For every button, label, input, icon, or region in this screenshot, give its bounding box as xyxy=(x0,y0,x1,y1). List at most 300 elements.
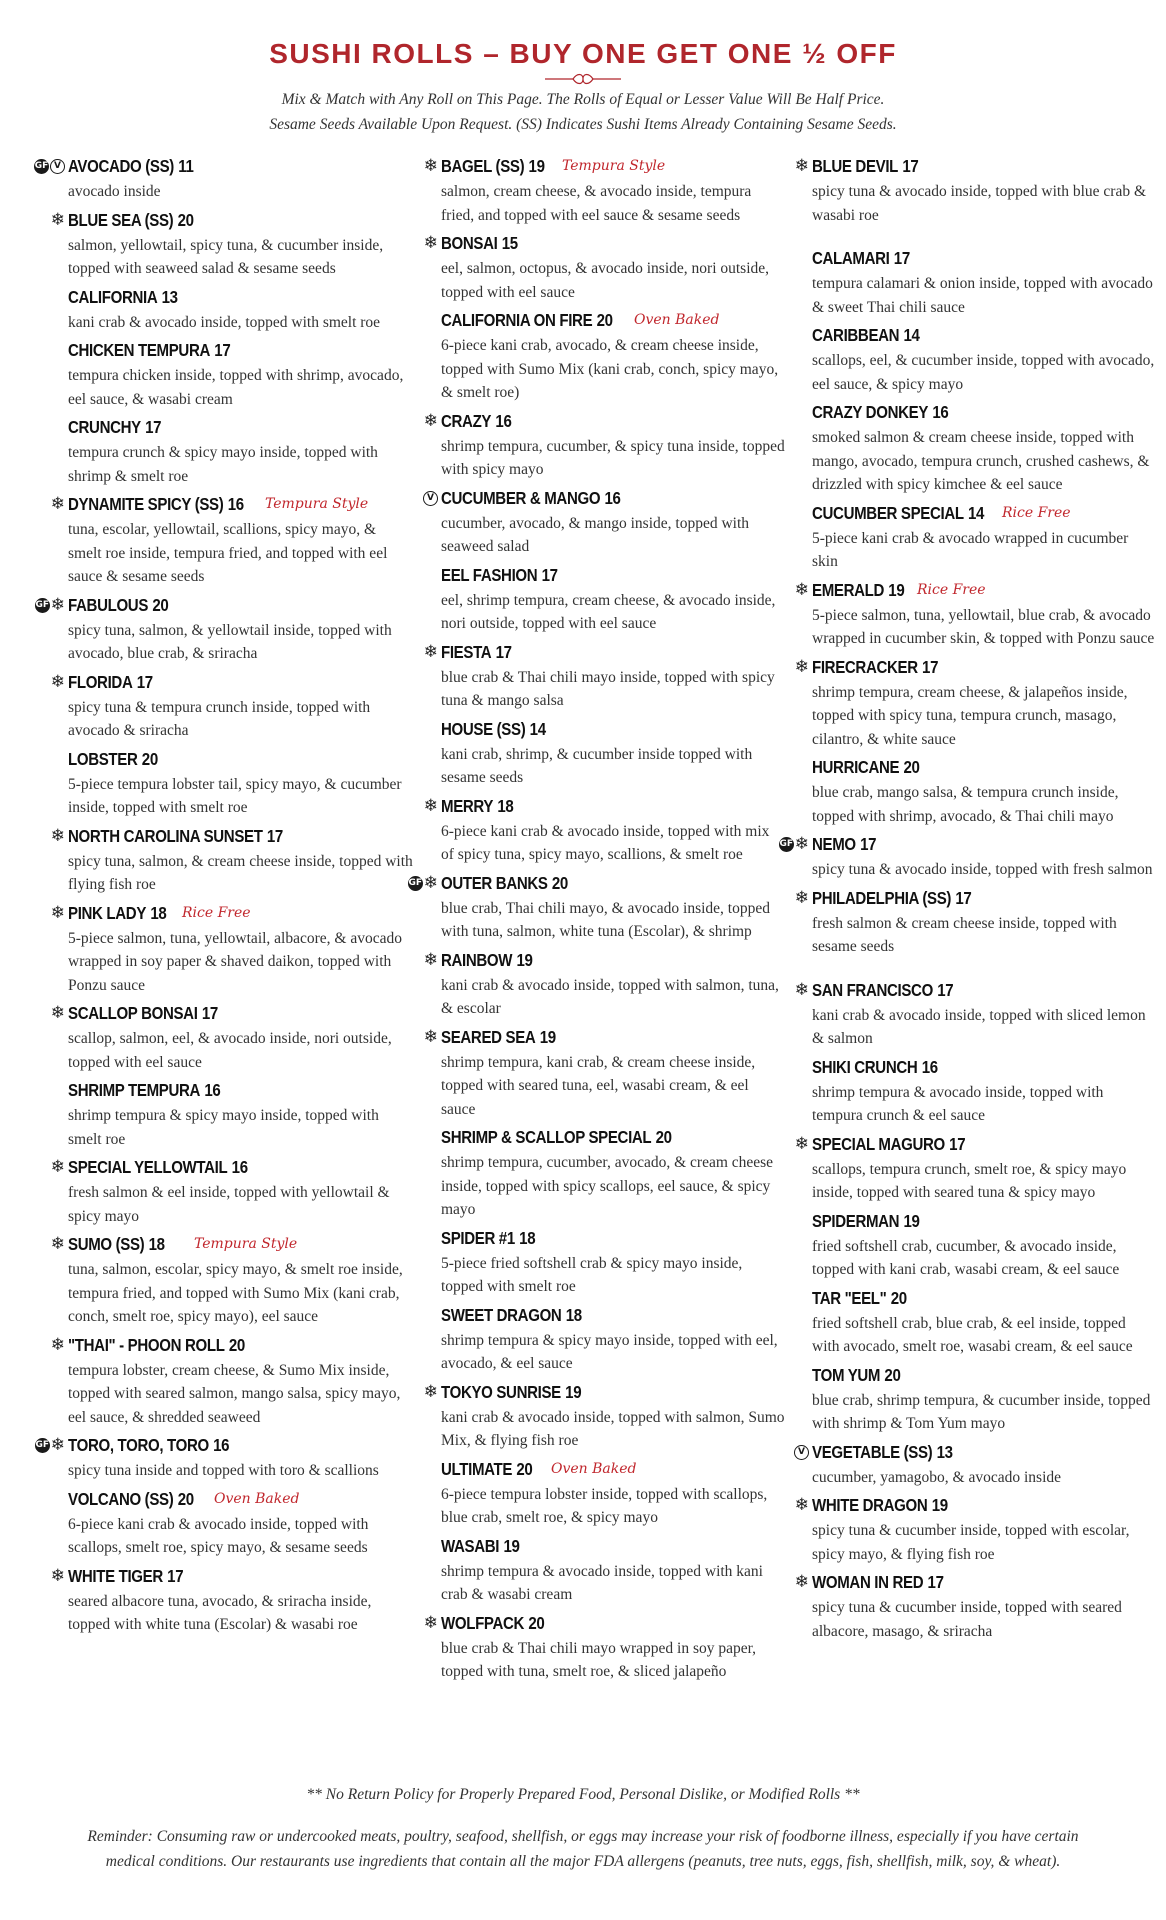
menu-item xyxy=(68,1486,413,1560)
menu-item-header xyxy=(50,823,413,850)
menu-item-price: 19 xyxy=(528,156,545,176)
sesame-icon: ❄ xyxy=(50,1157,65,1177)
menu-item-description: cucumber, avocado, & mango inside, topped with seaweed salad xyxy=(441,514,750,555)
menu-item xyxy=(812,500,1157,574)
menu-item-header xyxy=(794,1131,1157,1158)
vegetarian-icon: V xyxy=(50,159,65,174)
menu-item-header xyxy=(441,307,786,334)
menu-item-name: CALIFORNIA xyxy=(68,286,158,307)
menu-item-header xyxy=(812,1054,1157,1081)
menu-item-price: 17 xyxy=(266,825,283,846)
menu-item xyxy=(812,399,1157,497)
menu-item xyxy=(812,754,1157,828)
menu-item xyxy=(408,870,786,944)
menu-item-header xyxy=(441,716,786,743)
menu-item xyxy=(423,639,786,713)
menu-item-title xyxy=(68,1077,220,1104)
menu-item-price: 19 xyxy=(903,1210,920,1231)
menu-item-name: WHITE TIGER xyxy=(68,1565,163,1586)
menu-item xyxy=(794,885,1157,959)
menu-item-header xyxy=(812,322,1157,349)
menu-item-price: 20 xyxy=(516,1458,533,1479)
sesame-icon: ❄ xyxy=(423,872,438,893)
menu-item-price: 20 xyxy=(141,748,158,769)
menu-item-price: 17 xyxy=(167,1565,184,1586)
menu-item-header xyxy=(423,1024,786,1051)
menu-item xyxy=(423,947,786,1021)
menu-item-title xyxy=(441,1610,544,1637)
sesame-icon: ❄ xyxy=(50,825,65,846)
menu-item-style-tag: Tempura Style xyxy=(265,496,369,512)
menu-item-name: WOLFPACK xyxy=(441,1612,525,1633)
menu-item-title xyxy=(68,1563,183,1590)
menu-item-title xyxy=(441,1024,556,1051)
menu-item-header xyxy=(50,1154,413,1181)
menu-item xyxy=(441,1124,786,1222)
menu-item-price: 20 xyxy=(177,209,194,230)
menu-item-description: shrimp tempura & spicy mayo inside, topped with smelt roe xyxy=(68,1107,379,1148)
promo-terms: Mix & Match with Any Roll on This Page. The Rolls of Equal or Lesser Value Will Be Half Price. xyxy=(281,91,885,108)
menu-item-header xyxy=(50,900,413,927)
menu-item xyxy=(794,1131,1157,1205)
menu-item-title xyxy=(68,1486,194,1513)
menu-item-description: eel, shrimp tempura, cream cheese, & avocado inside, nori outside, topped with eel sauce xyxy=(441,591,776,632)
menu-item-header xyxy=(441,1302,786,1329)
menu-item-header xyxy=(794,577,1157,604)
menu-item-title xyxy=(812,885,971,912)
sesame-icon: ❄ xyxy=(50,1435,65,1455)
menu-item-description: kani crab & avocado inside, topped with salmon, Sumo Mix, & flying fish roe xyxy=(441,1408,785,1449)
menu-item xyxy=(50,1563,413,1637)
vegetarian-icon: V xyxy=(423,491,438,506)
menu-item xyxy=(812,1054,1157,1128)
menu-item-price: 16 xyxy=(921,1056,938,1077)
menu-item-description: spicy tuna & cucumber inside, topped with seared albacore, masago, & sriracha xyxy=(812,1599,1122,1640)
menu-item-header xyxy=(68,414,413,441)
menu-item-title xyxy=(441,153,545,180)
diet-icons xyxy=(51,207,68,234)
menu-item-header xyxy=(68,746,413,773)
menu-item-header xyxy=(68,1077,413,1104)
menu-item-description: blue crab, mango salsa, & tempura crunch inside, topped with shrimp, avocado, & Thai chili mayo xyxy=(812,784,1119,825)
menu-item-name: DYNAMITE SPICY (SS) xyxy=(68,494,224,514)
menu-item-header xyxy=(441,1456,786,1483)
menu-item-description: 5-piece fried softshell crab & spicy mayo inside, topped with smelt roe xyxy=(441,1254,743,1295)
sesame-icon: ❄ xyxy=(794,1572,809,1592)
menu-item-name: TAR "EEL" xyxy=(812,1287,887,1308)
diet-icons xyxy=(51,1000,68,1027)
menu-item-price: 17 xyxy=(495,641,512,662)
menu-item xyxy=(423,793,786,867)
menu-item-title xyxy=(68,491,244,518)
sesame-icon: ❄ xyxy=(423,1026,438,1047)
menu-item-price: 17 xyxy=(949,1133,966,1154)
sesame-icon: ❄ xyxy=(50,209,65,230)
menu-item-header xyxy=(812,399,1157,426)
menu-item-name: CALAMARI xyxy=(812,248,890,268)
menu-item-price: 20 xyxy=(551,872,568,893)
menu-item-price: 14 xyxy=(903,325,920,345)
menu-item-price: 20 xyxy=(884,1364,901,1385)
diet-icons xyxy=(424,1610,441,1637)
menu-item-name: LOBSTER xyxy=(68,748,138,769)
menu-item-header xyxy=(68,337,413,364)
menu-item-price: 16 xyxy=(231,1157,248,1177)
menu-item-description: 5-piece tempura lobster tail, spicy mayo, & cucumber inside, topped with smelt roe xyxy=(68,775,402,816)
sesame-icon: ❄ xyxy=(794,1133,809,1154)
menu-item-title xyxy=(812,1362,900,1389)
sesame-icon: ❄ xyxy=(50,594,65,615)
diet-icons xyxy=(51,823,68,850)
sesame-icon: ❄ xyxy=(423,949,438,970)
menu-item-header xyxy=(423,1379,786,1406)
menu-item-name: HOUSE (SS) xyxy=(441,718,526,739)
menu-item-price: 17 xyxy=(927,1572,944,1592)
menu-item-title xyxy=(68,823,283,850)
diet-icons xyxy=(795,1131,812,1158)
menu-item xyxy=(68,1077,413,1151)
menu-item-title xyxy=(68,1432,229,1459)
menu-item-description: kani crab & avocado inside, topped with smelt roe xyxy=(68,313,381,331)
menu-item-header xyxy=(34,153,413,180)
menu-item-description: scallop, salmon, eel, & avocado inside, nori outside, topped with eel sauce xyxy=(68,1030,392,1071)
menu-item-style-tag: Oven Baked xyxy=(634,312,720,328)
menu-item-title xyxy=(68,284,178,311)
menu-item-title xyxy=(812,399,948,426)
diet-icons xyxy=(408,870,441,897)
menu-item-price: 20 xyxy=(596,310,613,330)
menu-item-name: BAGEL (SS) xyxy=(441,156,525,176)
menu-item-name: SCALLOP BONSAI xyxy=(68,1003,198,1023)
menu-item-header xyxy=(423,639,786,666)
menu-item-price: 20 xyxy=(228,1334,245,1355)
menu-column-1 xyxy=(34,153,413,1640)
menu-item-title xyxy=(68,337,230,364)
menu-item-name: SHRIMP & SCALLOP SPECIAL xyxy=(441,1127,652,1147)
sesame-icon: ❄ xyxy=(423,233,438,253)
menu-item-price: 17 xyxy=(937,979,954,1000)
sesame-icon: ❄ xyxy=(423,641,438,662)
menu-item-name: CRUNCHY xyxy=(68,417,141,437)
sesame-icon: ❄ xyxy=(50,671,65,692)
menu-item-name: AVOCADO (SS) xyxy=(68,156,174,176)
menu-item-description: shrimp tempura & spicy mayo inside, topped with eel, avocado, & eel sauce xyxy=(441,1331,778,1372)
menu-item-price: 18 xyxy=(497,795,514,816)
menu-item-title xyxy=(68,207,194,234)
menu-item xyxy=(50,1154,413,1228)
diet-icons xyxy=(424,639,441,666)
menu-item-description: shrimp tempura & avocado inside, topped with kani crab & wasabi cream xyxy=(441,1562,763,1603)
sesame-icon: ❄ xyxy=(50,902,65,923)
menu-item-description: spicy tuna, salmon, & yellowtail inside, topped with avocado, blue crab, & sriracha xyxy=(68,621,392,662)
menu-item-title xyxy=(812,1439,953,1466)
menu-item xyxy=(794,153,1157,227)
menu-item-price: 20 xyxy=(528,1612,545,1633)
diet-icons xyxy=(795,153,812,180)
menu-item-description: salmon, cream cheese, & avocado inside, tempura fried, and topped with eel sauce & sesame seeds xyxy=(441,183,752,224)
allergen-reminder: Reminder: Consuming raw or undercooked meats, poultry, seafood, shellfish, or eggs may increase your risk of foodborne illness, especially if you have certain medical conditions. Our restaurants use ingredients that contain all the major FDA allergens (peanuts, tree nuts, eggs, fish, shellfish, milk, soy, & wheat). xyxy=(87,1828,1079,1870)
diet-icons xyxy=(51,1231,68,1258)
menu-item xyxy=(50,900,413,998)
diet-icons xyxy=(35,1432,68,1459)
menu-item-description: 6-piece kani crab, avocado, & cream cheese inside, topped with Sumo Mix (kani crab, conch, spicy mayo, & smelt roe) xyxy=(441,337,779,401)
menu-item-title xyxy=(68,1000,218,1027)
menu-item-price: 17 xyxy=(893,248,910,268)
sesame-icon: ❄ xyxy=(50,1565,65,1586)
sesame-icon: ❄ xyxy=(794,156,809,176)
menu-item-style-tag: Rice Free xyxy=(182,904,251,921)
menu-item-header xyxy=(812,1285,1157,1312)
menu-item-header xyxy=(812,500,1157,527)
menu-item-title xyxy=(441,716,546,743)
menu-item-price: 19 xyxy=(539,1026,556,1047)
menu-item xyxy=(423,1610,786,1684)
menu-item-price: 20 xyxy=(890,1287,907,1308)
menu-item xyxy=(427,485,786,559)
menu-item-header xyxy=(50,669,413,696)
menu-item-price: 17 xyxy=(201,1003,218,1023)
menu-item-name: WOMAN IN RED xyxy=(812,1572,924,1592)
menu-item xyxy=(423,153,786,227)
diet-icons xyxy=(795,885,812,912)
menu-item-name: SUMO (SS) xyxy=(68,1234,145,1254)
menu-item-description: shrimp tempura & avocado inside, topped with tempura crunch & eel sauce xyxy=(812,1083,1104,1124)
menu-item-header xyxy=(441,1124,786,1151)
menu-item-price: 11 xyxy=(178,156,194,176)
diet-icons xyxy=(51,669,68,696)
menu-item-description: spicy tuna & tempura crunch inside, topped with avocado & sriracha xyxy=(68,698,371,739)
menu-item-name: SPECIAL YELLOWTAIL xyxy=(68,1157,228,1177)
menu-item-description: tempura crunch & spicy mayo inside, topped with shrimp & smelt roe xyxy=(68,444,378,485)
menu-item xyxy=(441,1225,786,1299)
menu-item-name: MERRY xyxy=(441,795,494,816)
menu-item-price: 19 xyxy=(931,1495,948,1515)
menu-item-description: blue crab, shrimp tempura, & cucumber inside, topped with shrimp & Tom Yum mayo xyxy=(812,1391,1151,1432)
menu-item-price: 18 xyxy=(150,902,167,923)
menu-item-price: 20 xyxy=(903,757,920,777)
menu-item-description: 6-piece tempura lobster inside, topped with scallops, blue crab, smelt roe, & spicy mayo xyxy=(441,1485,768,1526)
sesame-icon: ❄ xyxy=(423,1612,438,1633)
gluten-free-icon: GF xyxy=(35,598,50,613)
diet-icons xyxy=(424,230,441,257)
menu-item-price: 18 xyxy=(519,1227,536,1248)
menu-item-header xyxy=(423,230,786,257)
menu-item-price: 13 xyxy=(936,1441,953,1462)
menu-item-title xyxy=(812,500,984,527)
menu-item-name: "THAI" - PHOON ROLL xyxy=(68,1334,225,1355)
menu-item-title xyxy=(441,408,511,435)
sesame-icon: ❄ xyxy=(423,1381,438,1402)
menu-item-description: spicy tuna inside and topped with toro & scallions xyxy=(68,1462,379,1479)
menu-item-price: 16 xyxy=(213,1435,230,1455)
menu-item-header xyxy=(794,1569,1157,1596)
menu-item-name: BONSAI xyxy=(441,233,498,253)
menu-item-description: spicy tuna & avocado inside, topped with fresh salmon xyxy=(812,861,1153,878)
menu-item-header xyxy=(68,284,413,311)
menu-item-description: eel, salmon, octopus, & avocado inside, nori outside, topped with eel sauce xyxy=(441,260,770,301)
menu-item-header xyxy=(423,793,786,820)
menu-item-header xyxy=(423,153,786,180)
menu-item-description: kani crab & avocado inside, topped with salmon, tuna, & escolar xyxy=(441,976,779,1017)
sesame-icon: ❄ xyxy=(50,1234,65,1254)
menu-item-price: 17 xyxy=(541,564,558,585)
menu-item-name: VEGETABLE (SS) xyxy=(812,1441,933,1462)
menu-item-title xyxy=(68,900,166,927)
menu-item-description: kani crab & avocado inside, topped with sliced lemon & salmon xyxy=(812,1006,1146,1047)
menu-item-description: 5-piece salmon, tuna, yellowtail, albacore, & avocado wrapped in soy paper & shaved daikon, topped with Ponzu sauce xyxy=(68,929,402,994)
diet-icons xyxy=(51,900,68,927)
menu-item-name: TOM YUM xyxy=(812,1364,881,1385)
menu-column-2 xyxy=(408,153,786,1687)
menu-item xyxy=(68,414,413,488)
diet-icons xyxy=(424,793,441,820)
menu-item-title xyxy=(812,1054,938,1081)
menu-item-header xyxy=(50,207,413,234)
menu-item xyxy=(50,823,413,897)
menu-item-price: 16 xyxy=(495,410,512,431)
return-policy: ** No Return Policy for Properly Prepared Food, Personal Dislike, or Modified Rolls ** xyxy=(306,1786,860,1803)
diet-icons xyxy=(51,1563,68,1590)
sesame-icon: ❄ xyxy=(794,579,809,600)
menu-item-title xyxy=(441,1124,672,1151)
menu-item-title xyxy=(68,746,158,773)
menu-item xyxy=(50,1000,413,1074)
menu-item-price: 17 xyxy=(860,834,877,854)
menu-item-name: OUTER BANKS xyxy=(441,872,548,893)
menu-item-name: HURRICANE xyxy=(812,757,900,777)
menu-item-description: tuna, escolar, yellowtail, scallions, spicy mayo, & smelt roe inside, tempura fried, and topped with eel sauce & sesame seeds xyxy=(68,521,388,585)
menu-item-header xyxy=(794,654,1157,681)
menu-item-title xyxy=(441,230,518,257)
menu-item-title xyxy=(812,1569,944,1596)
menu-item-name: PINK LADY xyxy=(68,902,147,923)
menu-item xyxy=(812,245,1157,319)
menu-item-price: 17 xyxy=(955,887,972,908)
diet-icons xyxy=(34,153,68,180)
menu-item-title xyxy=(812,322,920,349)
menu-item-title xyxy=(441,793,513,820)
menu-item-name: CUCUMBER & MANGO xyxy=(441,487,601,508)
sesame-icon: ❄ xyxy=(794,656,809,677)
menu-item-description: shrimp tempura, cream cheese, & jalapeños inside, topped with spicy tuna, tempura crunch, masago, cilantro, & white sauce xyxy=(812,683,1128,748)
menu-item-title xyxy=(441,485,621,512)
menu-item xyxy=(794,654,1157,752)
menu-item-name: CHICKEN TEMPURA xyxy=(68,340,211,360)
menu-item-header xyxy=(50,1231,413,1258)
menu-item xyxy=(812,322,1157,396)
menu-item-description: shrimp tempura, kani crab, & cream cheese inside, topped with seared tuna, eel, wasabi cream, & eel sauce xyxy=(441,1053,756,1118)
menu-item-name: NEMO xyxy=(812,834,856,854)
menu-item-price: 17 xyxy=(136,671,153,692)
menu-item-name: PHILADELPHIA (SS) xyxy=(812,887,952,908)
menu-item-description: blue crab & Thai chili mayo inside, topped with spicy tuna & mango salsa xyxy=(441,668,775,709)
menu-item xyxy=(441,716,786,790)
menu-item-description: tempura chicken inside, topped with shrimp, avocado, eel sauce, & wasabi cream xyxy=(68,367,404,408)
menu-item-description: shrimp tempura, cucumber, avocado, & cream cheese inside, topped with spicy scallops, eel sauce, & spicy mayo xyxy=(441,1154,774,1218)
menu-item-title xyxy=(68,1231,165,1258)
menu-item-description: salmon, yellowtail, spicy tuna, & cucumber inside, topped with seaweed salad & sesame seeds xyxy=(68,236,384,277)
menu-item-description: tempura lobster, cream cheese, & Sumo Mix inside, topped with seared salmon, mango salsa, spicy mayo, eel sauce, & shredded seaweed xyxy=(68,1361,401,1426)
menu-item-description: fresh salmon & eel inside, topped with yellowtail & spicy mayo xyxy=(68,1184,390,1225)
diet-icons xyxy=(424,408,441,435)
menu-item-price: 20 xyxy=(655,1127,672,1147)
sesame-icon: ❄ xyxy=(794,834,809,854)
menu-item-name: CUCUMBER SPECIAL xyxy=(812,502,964,523)
menu-item-style-tag: Tempura Style xyxy=(194,1236,298,1252)
menu-item-name: NORTH CAROLINA SUNSET xyxy=(68,825,263,846)
menu-item-title xyxy=(812,1285,907,1312)
menu-item-description: cucumber, yamagobo, & avocado inside xyxy=(812,1468,1062,1486)
menu-item-price: 17 xyxy=(214,340,231,360)
diet-icons xyxy=(795,1569,812,1596)
menu-item xyxy=(812,1208,1157,1282)
menu-item-title xyxy=(68,153,193,180)
menu-item-description: 6-piece kani crab & avocado inside, topped with scallops, smelt roe, spicy mayo, & sesame seeds xyxy=(68,1515,369,1556)
menu-item xyxy=(779,831,1157,882)
diet-icons xyxy=(424,947,441,974)
menu-item-price: 18 xyxy=(148,1234,165,1254)
menu-item-header xyxy=(812,1362,1157,1389)
menu-item-price: 16 xyxy=(204,1080,221,1100)
menu-item-name: WASABI xyxy=(441,1535,500,1556)
sesame-icon: ❄ xyxy=(794,1495,809,1515)
menu-item-title xyxy=(441,562,558,589)
menu-item-description: blue crab & Thai chili mayo wrapped in soy paper, topped with tuna, smelt roe, & sliced jalapeño xyxy=(441,1639,757,1680)
menu-item-description: scallops, eel, & cucumber inside, topped with avocado, eel sauce, & spicy mayo xyxy=(812,352,1155,393)
menu-item xyxy=(34,153,413,204)
menu-item-title xyxy=(812,977,953,1004)
menu-item-name: FABULOUS xyxy=(68,594,149,615)
gluten-free-icon: GF xyxy=(34,159,49,174)
menu-item xyxy=(50,207,413,281)
menu-item-header xyxy=(50,1000,413,1027)
menu-item-header xyxy=(408,870,786,897)
menu-item xyxy=(812,1362,1157,1436)
menu-item xyxy=(794,977,1157,1051)
menu-item-description: fried softshell crab, blue crab, & eel inside, topped with avocado, smelt roe, wasabi cream, & eel sauce xyxy=(812,1314,1133,1355)
menu-item-name: CALIFORNIA ON FIRE xyxy=(441,310,593,330)
menu-item-description: 6-piece kani crab & avocado inside, topped with mix of spicy tuna, spicy mayo, scallions, & smelt roe xyxy=(441,822,770,863)
menu-item-title xyxy=(68,669,153,696)
menu-item-title xyxy=(812,577,904,604)
menu-item xyxy=(68,284,413,335)
menu-item-price: 19 xyxy=(516,949,533,970)
menu-item-header xyxy=(427,485,786,512)
menu-item xyxy=(68,337,413,411)
menu-item xyxy=(441,562,786,636)
sesame-icon: ❄ xyxy=(50,1003,65,1023)
menu-item-header xyxy=(794,977,1157,1004)
vegetarian-icon: V xyxy=(794,1445,809,1460)
diet-icons xyxy=(779,831,812,858)
menu-item-title xyxy=(812,754,920,781)
menu-item xyxy=(35,592,413,666)
diet-icons xyxy=(424,153,441,180)
menu-item-price: 20 xyxy=(152,594,169,615)
menu-item-name: FIESTA xyxy=(441,641,492,662)
menu-item-price: 18 xyxy=(565,1304,582,1325)
menu-item-description: scallops, tempura crunch, smelt roe, & spicy mayo inside, topped with seared tuna & spicy mayo xyxy=(812,1160,1127,1201)
menu-item-name: EMERALD xyxy=(812,579,885,600)
menu-item-name: CRAZY xyxy=(441,410,492,431)
menu-item-title xyxy=(441,1302,582,1329)
menu-item-price: 13 xyxy=(161,286,178,307)
menu-item-header xyxy=(441,562,786,589)
menu-item-description: seared albacore tuna, avocado, & sriracha inside, topped with white tuna (Escolar) & wasabi roe xyxy=(68,1592,372,1633)
menu-item-description: spicy tuna, salmon, & cream cheese inside, topped with flying fish roe xyxy=(68,852,413,893)
menu-item-style-tag: Rice Free xyxy=(1002,504,1071,521)
menu-item-style-tag: Rice Free xyxy=(917,581,986,598)
